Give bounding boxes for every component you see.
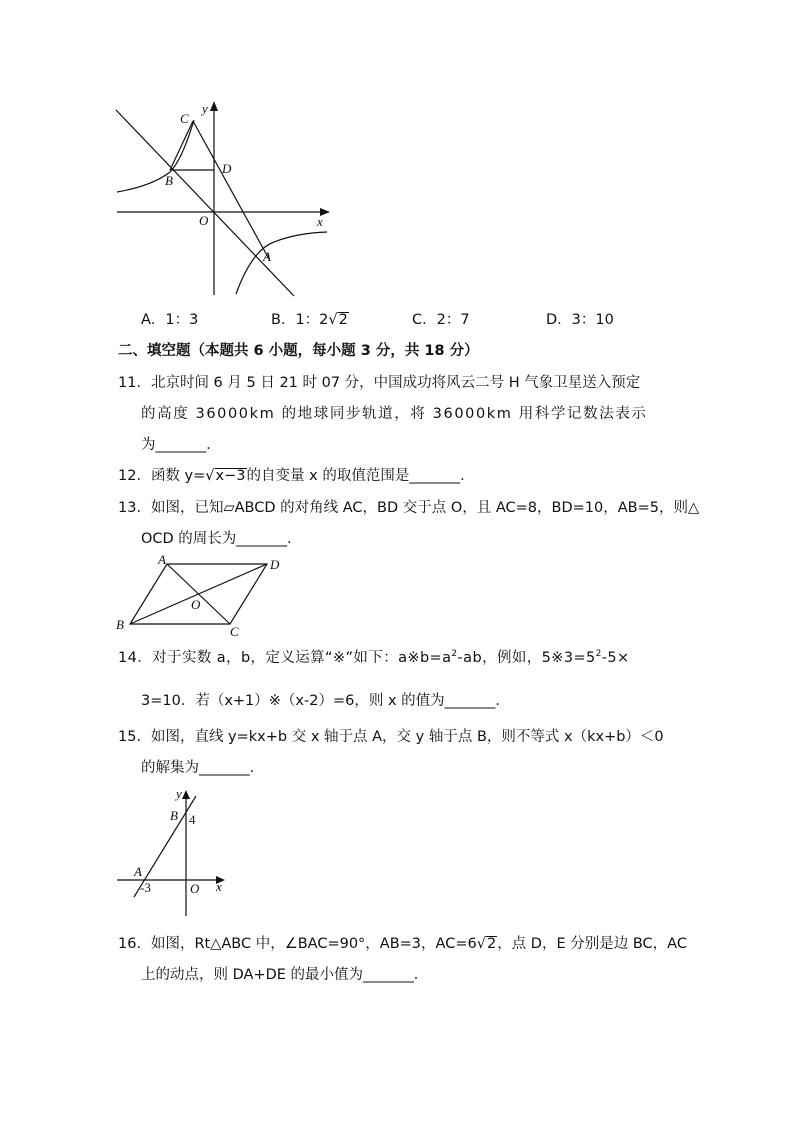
label-neg3: -3 — [140, 880, 151, 895]
option-c: C．2：7 — [412, 312, 470, 328]
q16-line1 — [118, 934, 687, 954]
q14-sup-a: 2 — [451, 649, 458, 659]
label-d: D — [270, 557, 280, 572]
label-b: B — [116, 617, 124, 632]
sqrt-sign: √ — [476, 936, 486, 952]
option-b-radicand: 2 — [338, 312, 348, 328]
q14-sup-b: 2 — [595, 649, 602, 659]
q12-radicand: x−3 — [215, 468, 246, 484]
q14-line2: 3=10．若（x+1）※（x-2）=6，则 x 的值为_______． — [141, 693, 510, 709]
label-y: y — [202, 101, 208, 116]
line-graph-figure — [112, 786, 232, 918]
label-b: B — [170, 808, 178, 823]
segment-cb — [170, 121, 193, 170]
label-c: C — [230, 624, 239, 639]
y-axis-arrow — [210, 101, 218, 111]
q16-part-a: 16．如图，Rt△ABC 中，∠BAC=90°，AB=3，AC=6 — [118, 936, 477, 952]
q14-part-c: -5× — [601, 650, 630, 666]
hyperbola-left-branch — [117, 120, 194, 192]
option-b — [271, 310, 349, 330]
label-x: x — [216, 879, 222, 894]
diagonal-bd — [130, 564, 267, 624]
q15-line1: 15．如图，直线 y=kx+b 交 x 轴于点 A，交 y 轴于点 B，则不等式 x（kx+b）＜0 — [118, 729, 664, 745]
q12-prefix: 12．函数 y= — [118, 468, 206, 484]
sqrt-sign: √ — [205, 468, 215, 484]
q11-line2: 的高度 36000km 的地球同步轨道，将 36000km 用科学记数法表示 — [141, 406, 648, 422]
q16-part-b: ，点 D，E 分别是边 BC，AC — [497, 936, 687, 952]
label-c: C — [180, 111, 189, 126]
label-d: D — [222, 161, 232, 176]
q12-suffix: 的自变量 x 的取值范围是_______． — [246, 468, 475, 484]
q15-line2: 的解集为_______． — [141, 760, 265, 776]
q16-radicand: 2 — [486, 936, 497, 952]
parallelogram-figure — [112, 552, 292, 640]
label-b: B — [165, 173, 173, 188]
section-title: 二、填空题（本题共 6 小题，每小题 3 分，共 18 分） — [118, 343, 479, 359]
q14-part-a: 14．对于实数 a，b，定义运算“※”如下：a※b=a — [118, 650, 452, 666]
y-axis-arrow — [182, 790, 190, 799]
label-o: O — [190, 881, 200, 896]
label-o: O — [199, 213, 209, 228]
hyperbola-figure — [112, 98, 337, 300]
q11-line1: 11．北京时间 6 月 5 日 21 时 07 分，中国成功将风云二号 H 气象卫星送入预定 — [118, 375, 641, 391]
sqrt-sign: √ — [328, 312, 338, 328]
option-a: A．1：3 — [141, 312, 199, 328]
hyperbola-right-branch — [236, 232, 327, 294]
q14-part-b: -ab，例如，5※3=5 — [457, 650, 596, 666]
segment-ca — [193, 121, 269, 259]
option-d: D．3：10 — [546, 312, 614, 328]
q14-line1 — [118, 648, 630, 668]
line-ba — [116, 110, 294, 296]
q12-line — [118, 466, 475, 486]
label-x: x — [317, 214, 323, 229]
q13-line1: 13．如图，已知▱ABCD 的对角线 AC，BD 交于点 O，且 AC=8，BD=10，AB=5，则△ — [118, 500, 700, 516]
label-o: O — [191, 597, 201, 612]
q16-line2: 上的动点，则 DA+DE 的最小值为_______． — [141, 967, 429, 983]
option-b-prefix: B．1：2 — [271, 312, 329, 328]
label-4: 4 — [189, 812, 196, 827]
label-a: A — [134, 864, 142, 879]
label-a: A — [158, 552, 166, 567]
q13-line2: OCD 的周长为_______． — [141, 531, 302, 547]
label-a: A — [263, 249, 271, 264]
q11-line3: 为_______． — [141, 437, 221, 453]
label-y: y — [176, 786, 182, 801]
